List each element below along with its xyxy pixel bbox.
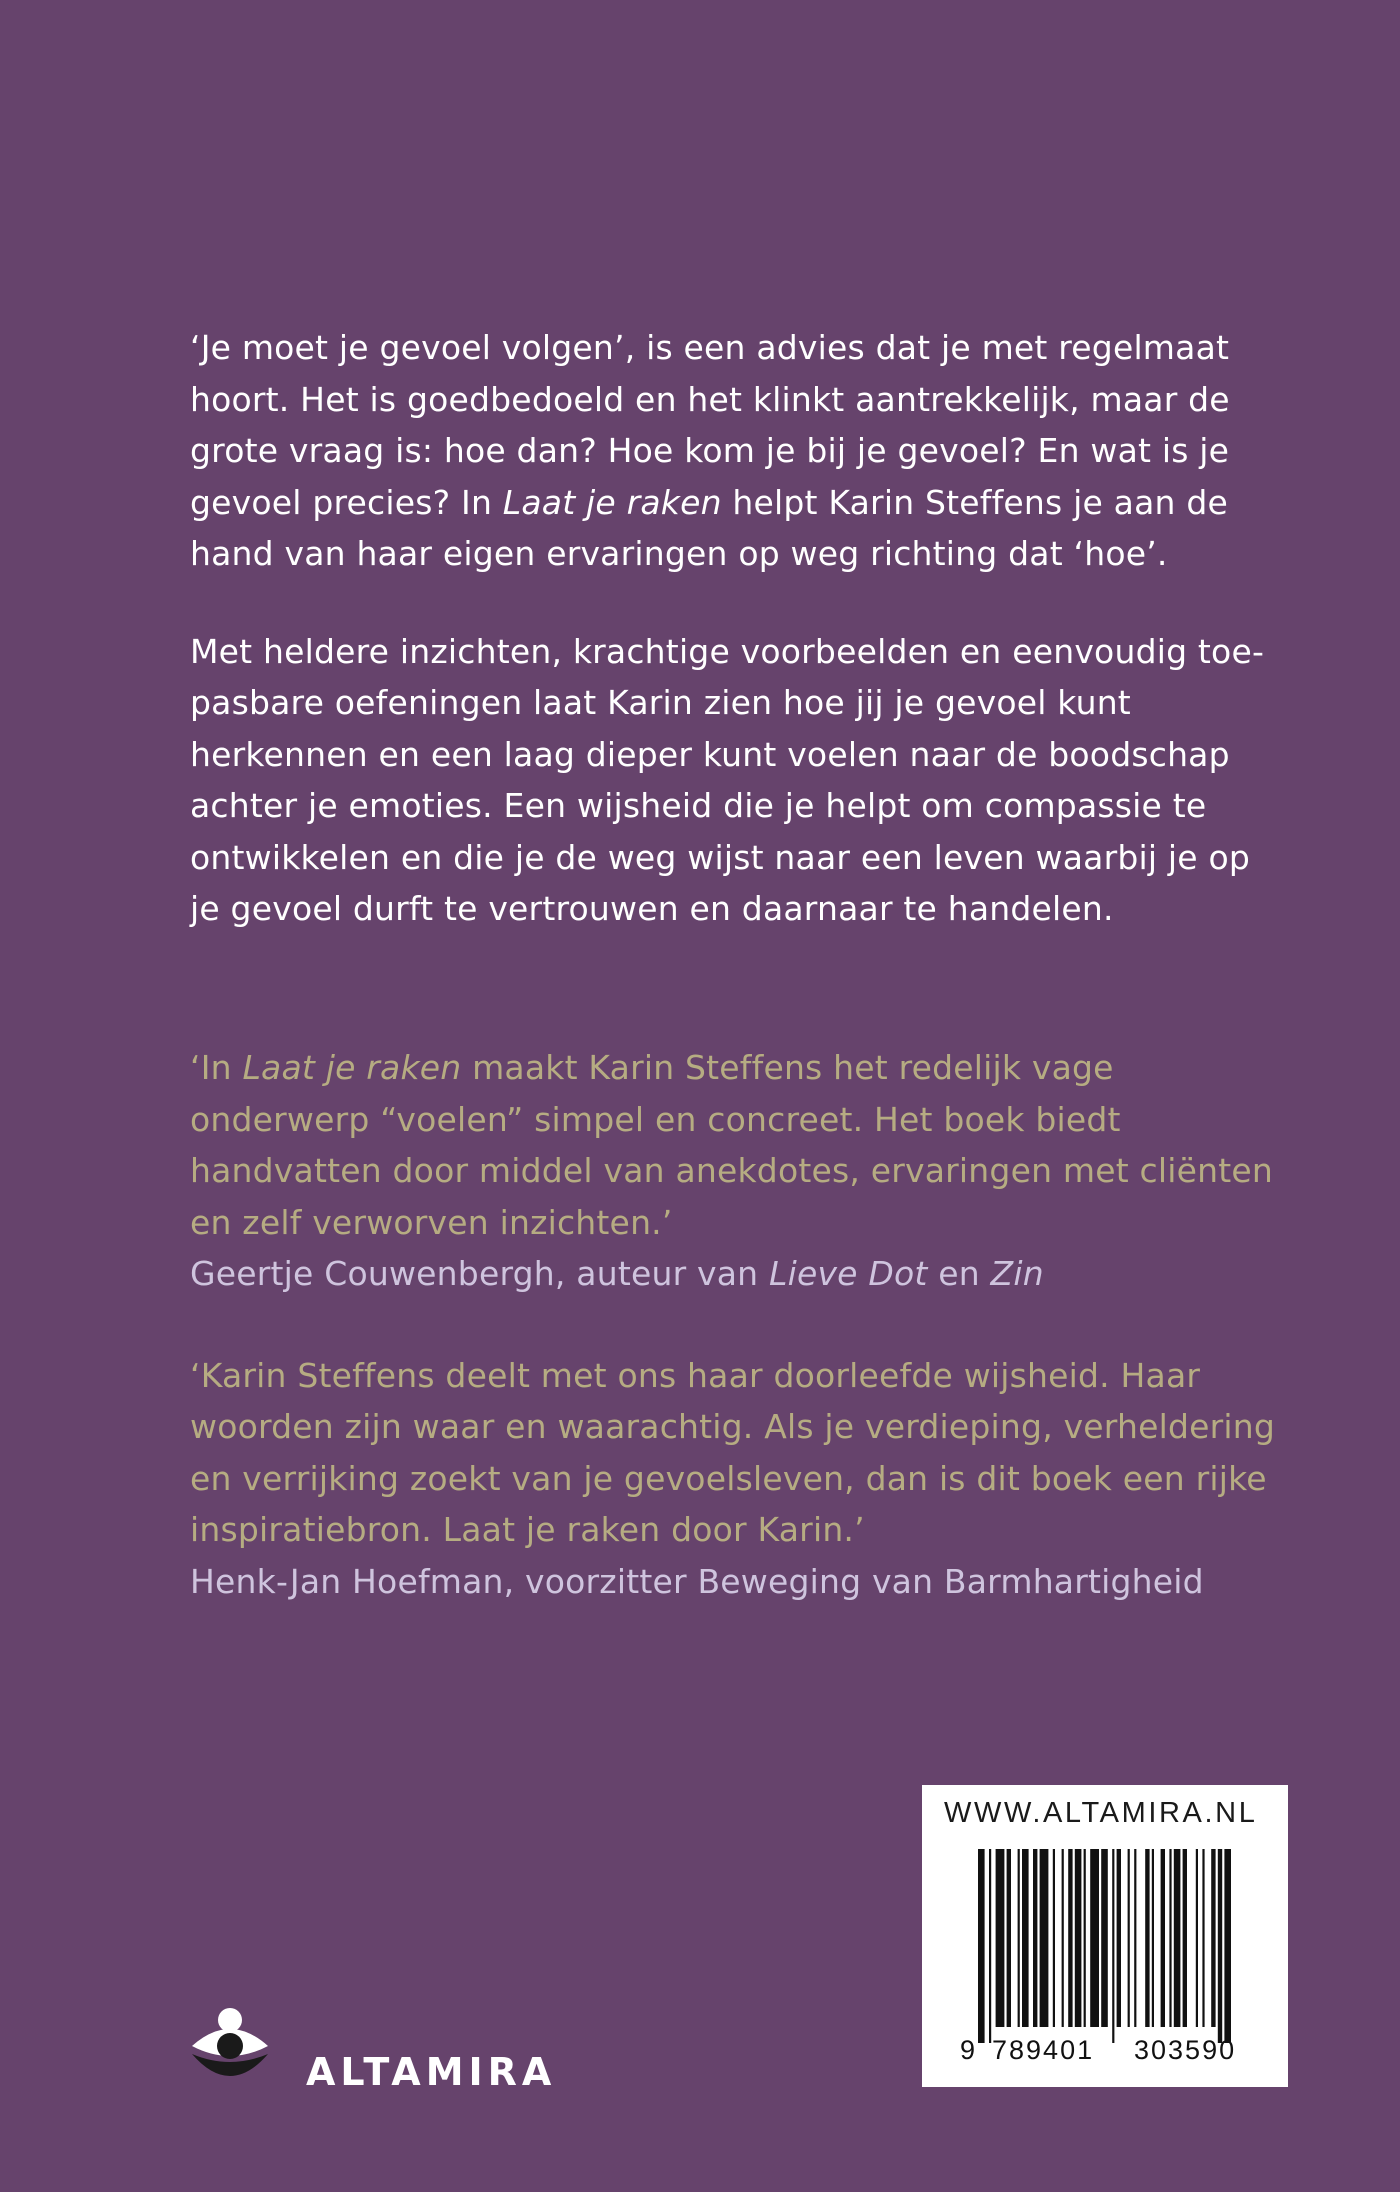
- publisher-logo: [190, 2006, 590, 2096]
- barcode-bar: [1134, 1849, 1136, 2027]
- barcode-bar: [1022, 1849, 1029, 2027]
- quote-1-attr-text: Geertje Couwenbergh, auteur van: [190, 1254, 769, 1293]
- review-quote-2: [190, 1350, 1300, 1608]
- publisher-name: ALTAMIRA: [306, 2050, 557, 2094]
- blurb-paragraph-1: [190, 322, 1270, 580]
- barcode-bar: [1068, 1849, 1072, 2027]
- barcode-bar: [996, 1849, 1005, 2027]
- barcode-bar: [1101, 1849, 1108, 2027]
- blurb-paragraph-2: Met heldere inzichten, krachtige voorbeelden en eenvoudig toepasbare oefeningen laat Karin zien hoe jij je gevoel kunt herkennen en een laag dieper kunt voelen naar de boodschap achter je emoties. Een wijsheid die je helpt om compassie te ontwikkelen en die je de weg wijst naar een leven waarbij je op je gevoel durft te vertrouwen en daarnaar te handelen.: [190, 631, 1264, 928]
- barcode-bar: [1128, 1849, 1130, 2027]
- barcode-bar: [1183, 1849, 1187, 2027]
- blurb-p1-text-end: helpt Karin Steffens je aan de hand van haar eigen ervaringen op weg richting dat ‘hoe’.: [190, 482, 1228, 573]
- barcode-bars: [978, 1849, 1260, 2043]
- publisher-url: WWW.ALTAMIRA.NL: [944, 1797, 1258, 1829]
- isbn-digit-first: 9: [960, 2035, 978, 2065]
- quote-1-pre: ‘In: [190, 1048, 243, 1087]
- barcode-bar: [1117, 1849, 1121, 2027]
- quote-1-attr-book2: Zin: [990, 1254, 1044, 1293]
- quote-1-text: [190, 1042, 1300, 1248]
- review-quote-1: [190, 1042, 1300, 1300]
- barcode-bar: [1075, 1849, 1082, 2027]
- quote-1-attr-mid: en: [927, 1254, 991, 1293]
- barcode-bar: [1211, 1849, 1215, 2027]
- quote-1-book-title: Laat je raken: [242, 1048, 462, 1087]
- barcode-bar: [1084, 1849, 1086, 2027]
- quote-1-attr-book1: Lieve Dot: [769, 1254, 928, 1293]
- book-title-italic: Laat je raken: [502, 482, 722, 522]
- barcode-bar: [1224, 1849, 1231, 2043]
- barcode-bar: [1169, 1849, 1171, 2027]
- quote-1-attribution: [190, 1248, 1300, 1300]
- barcode-bar: [1152, 1849, 1154, 2027]
- back-cover-blurb: [190, 322, 1270, 981]
- quote-2-text: ‘Karin Steffens deelt met ons haar doorleefde wijsheid. Haar woorden zijn waar en waarachtig. Als je verdieping, verheldering en verrijking zoekt van je gevoelsleven, dan is dit boek een rijke inspiratiebron. Laat je raken door Karin.’: [190, 1355, 1276, 1549]
- barcode-bar: [1090, 1849, 1099, 2027]
- barcode-bar: [1202, 1849, 1204, 2027]
- barcode-bar: [1174, 1849, 1181, 2027]
- barcode-bar: [1161, 1849, 1165, 2027]
- eye-icon: [190, 2006, 270, 2096]
- quote-2-attribution: Henk-Jan Hoefman, voorzitter Beweging van Barmhartigheid: [190, 1561, 1204, 1601]
- barcode-bar: [1062, 1849, 1064, 2027]
- barcode-bar: [1053, 1849, 1055, 2027]
- review-quotes: [190, 1042, 1300, 1657]
- barcode-bar: [1018, 1849, 1020, 2027]
- barcode-bar: [1033, 1849, 1037, 2027]
- isbn-barcode: [922, 1785, 1288, 2087]
- barcode-bar: [1218, 1849, 1222, 2043]
- barcode-bar: [989, 1849, 991, 2043]
- blurb-p1-text: ‘Je moet je gevoel volgen’, is een advies dat je met regelmaat hoort. Het is goedbedoeld en het klinkt aantrekkelijk, maar de grote vraag is: hoe dan? Hoe kom je bij je gevoel? En wat is je gevoel precies? In: [190, 328, 1230, 522]
- quote-1-post: maakt Karin Steffens het redelijk vage onderwerp “voelen” simpel en concreet. Het boek biedt handvatten door middel van anekdotes, ervaringen met cliënten en zelf verworven inzichten.’: [190, 1048, 1274, 1242]
- isbn-digits-group-1: 789401: [992, 2035, 1095, 2065]
- isbn-digits-group-2: 303590: [1134, 2035, 1237, 2065]
- barcode-bar: [1007, 1849, 1011, 2027]
- barcode-bar: [1196, 1849, 1198, 2027]
- barcode-bar: [978, 1849, 985, 2043]
- barcode-bar: [1145, 1849, 1149, 2027]
- barcode-bar: [1040, 1849, 1049, 2027]
- barcode-bar: [1112, 1849, 1114, 2043]
